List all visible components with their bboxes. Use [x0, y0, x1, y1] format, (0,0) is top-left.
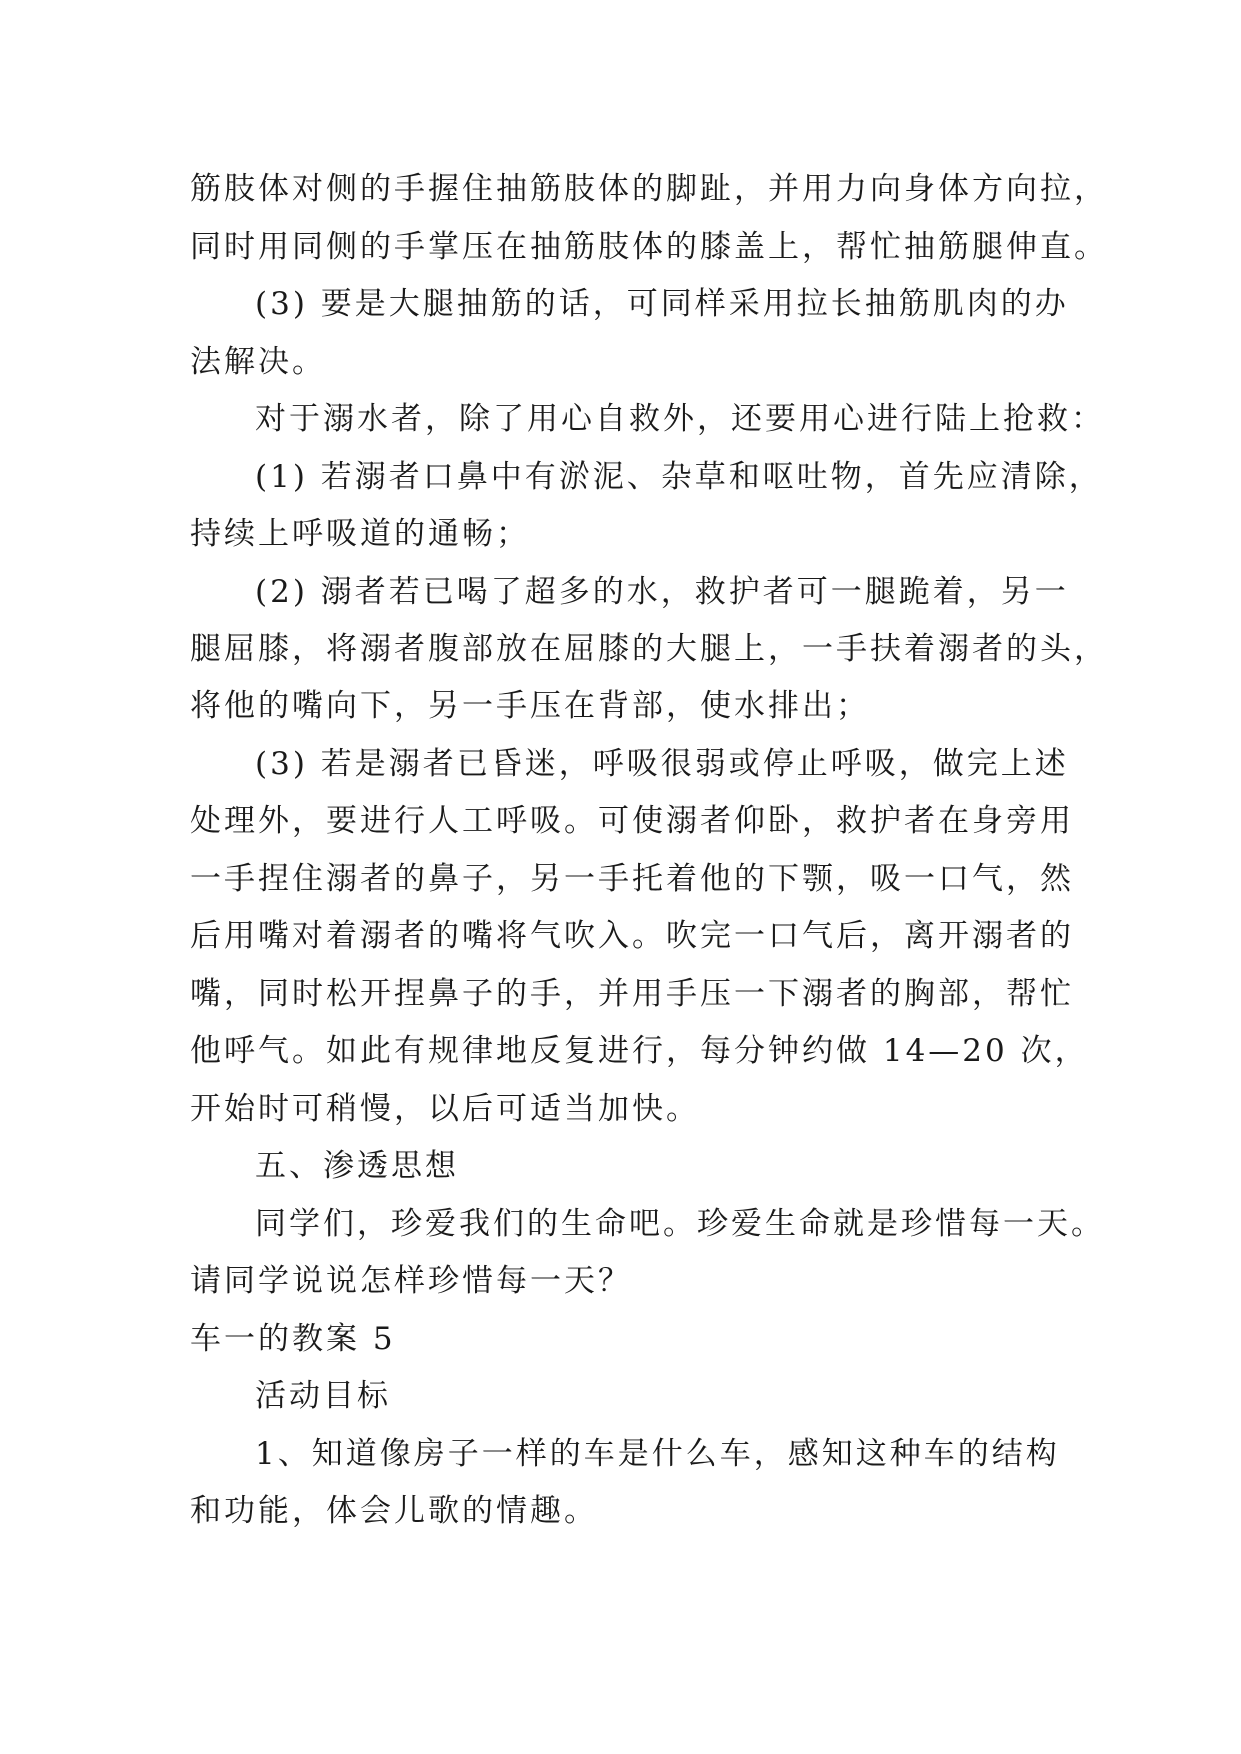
body-text-line: 嘴，同时松开捏鼻子的手，并用手压一下溺者的胸部，帮忙 — [190, 976, 1074, 1012]
body-text-line: 同学们，珍爱我们的生命吧。珍爱生命就是珍惜每一天。 — [255, 1206, 1105, 1242]
body-text-line: 他呼气。如此有规律地反复进行，每分钟约做 14—20 次， — [190, 1033, 1089, 1069]
body-text-line: 后用嘴对着溺者的嘴将气吹入。吹完一口气后，离开溺者的 — [190, 918, 1074, 954]
body-text-line: 将他的嘴向下，另一手压在背部，使水排出； — [190, 688, 870, 724]
body-text-line: (1) 若溺者口鼻中有淤泥、杂草和呕吐物，首先应清除， — [255, 459, 1103, 495]
body-text-line: (2) 溺者若已喝了超多的水，救护者可一腿跪着，另一 — [255, 574, 1069, 610]
body-text-line: 和功能，体会儿歌的情趣。 — [190, 1493, 598, 1529]
body-text-line: 开始时可稍慢，以后可适当加快。 — [190, 1091, 700, 1127]
body-text-line: 腿屈膝，将溺者腹部放在屈膝的大腿上，一手扶着溺者的头， — [190, 631, 1108, 667]
document-title: 车一的教案 5 — [190, 1321, 396, 1357]
body-text-line: 请同学说说怎样珍惜每一天？ — [190, 1263, 632, 1299]
body-text-line: 对于溺水者，除了用心自救外，还要用心进行陆上抢救： — [255, 401, 1105, 437]
body-text-line: 同时用同侧的手掌压在抽筋肢体的膝盖上，帮忙抽筋腿伸直。 — [190, 229, 1108, 265]
body-text-line: 筋肢体对侧的手握住抽筋肢体的脚趾，并用力向身体方向拉， — [190, 171, 1108, 207]
body-text-line: 处理外，要进行人工呼吸。可使溺者仰卧，救护者在身旁用 — [190, 803, 1074, 839]
body-text-line: 法解决。 — [190, 344, 326, 380]
body-text-line: 1、知道像房子一样的车是什么车，感知这种车的结构 — [255, 1436, 1060, 1472]
body-text-line: (3) 要是大腿抽筋的话，可同样采用拉长抽筋肌肉的办 — [255, 286, 1069, 322]
body-text-line: 持续上呼吸道的通畅； — [190, 516, 530, 552]
section-heading: 五、渗透思想 — [255, 1148, 459, 1184]
body-text-line: (3) 若是溺者已昏迷，呼吸很弱或停止呼吸，做完上述 — [255, 746, 1069, 782]
section-heading: 活动目标 — [255, 1378, 391, 1414]
body-text-line: 一手捏住溺者的鼻子，另一手托着他的下颚，吸一口气，然 — [190, 861, 1074, 897]
